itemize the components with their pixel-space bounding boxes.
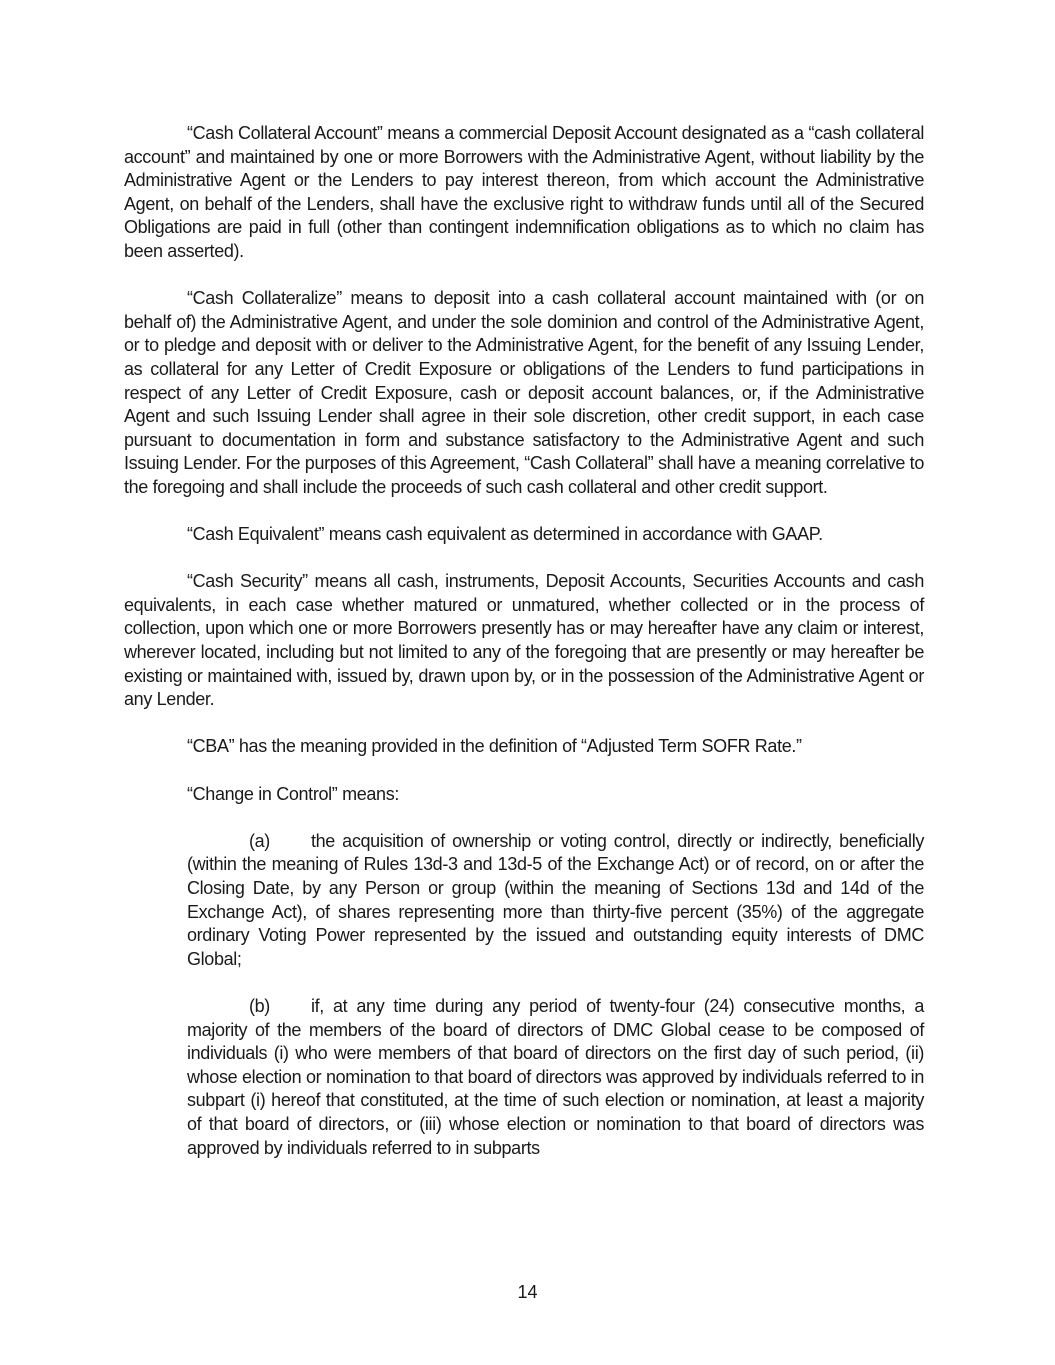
- subparagraph-label: (a): [249, 830, 270, 851]
- subparagraph-label: (b): [249, 995, 270, 1016]
- document-page: [124, 122, 924, 1184]
- subparagraph-text: if, at any time during any period of twenty-four (24) consecutive months, a majority of the members of the board of directors of DMC Global cease to be composed of individuals (i) who were members of that board of directors on the first day of such period, (ii) whose election or nomination to that board of directors was approved by individuals referred to in subpart (i) hereof that constituted, at the time of such election or nomination, at least a majority of that board of directors, or (iii) whose election or nomination to that board of directors was approved by individuals referred to in subparts: [187, 995, 924, 1158]
- definition-cash-security: “Cash Security” means all cash, instruments, Deposit Accounts, Securities Accounts and cash equivalents, in each case whether matured or unmatured, whether collected or in the process of collection, upon which one or more Borrowers presently has or may hereafter have any claim or interest, wherever located, including but not limited to any of the foregoing that are presently or may hereafter be existing or maintained with, issued by, drawn upon by, or in the possession of the Administrative Agent or any Lender.: [124, 571, 924, 710]
- subparagraph-b: [187, 995, 924, 1160]
- subparagraph-a: [187, 830, 924, 972]
- definition-cash-collateralize: “Cash Collateralize” means to deposit into a cash collateral account maintained with (or on behalf of) the Administrative Agent, and under the sole dominion and control of the Administrative Agent, or to pledge and deposit with or deliver to the Administrative Agent, for the benefit of any Issuing Lender, as collateral for any Letter of Credit Exposure or obligations of the Lenders to fund participations in respect of any Letter of Credit Exposure, cash or deposit account balances, or, if the Administrative Agent and such Issuing Lender shall agree in their sole discretion, other credit support, in each case pursuant to documentation in form and substance satisfactory to the Administrative Agent and such Issuing Lender. For the purposes of this Agreement, “Cash Collateral” shall have a meaning correlative to the foregoing and shall include the proceeds of such cash collateral and other credit support.: [124, 288, 924, 497]
- definition-change-in-control: “Change in Control” means:: [187, 783, 400, 804]
- page-number: 14: [517, 1282, 538, 1302]
- definition-cash-collateral-account: “Cash Collateral Account” means a commercial Deposit Account designated as a “cash collateral account” and maintained by one or more Borrowers with the Administrative Agent, without liability by the Administrative Agent or the Lenders to pay interest thereon, from which account the Administrative Agent, on behalf of the Lenders, shall have the exclusive right to withdraw funds until all of the Secured Obligations are paid in full (other than contingent indemnification obligations as to which no claim has been asserted).: [124, 123, 924, 261]
- definition-cba: “CBA” has the meaning provided in the definition of “Adjusted Term SOFR Rate.”: [187, 736, 802, 757]
- subparagraph-text: the acquisition of ownership or voting control, directly or indirectly, beneficially (within the meaning of Rules 13d-3 and 13d-5 of the Exchange Act) or of record, on or after the Closing Date, by any Person or group (within the meaning of Sections 13d and 14d of the Exchange Act), of shares representing more than thirty-five percent (35%) of the aggregate ordinary Voting Power represented by the issued and outstanding equity interests of DMC Global;: [187, 830, 924, 969]
- definition-cash-equivalent: “Cash Equivalent” means cash equivalent as determined in accordance with GAAP.: [187, 524, 823, 545]
